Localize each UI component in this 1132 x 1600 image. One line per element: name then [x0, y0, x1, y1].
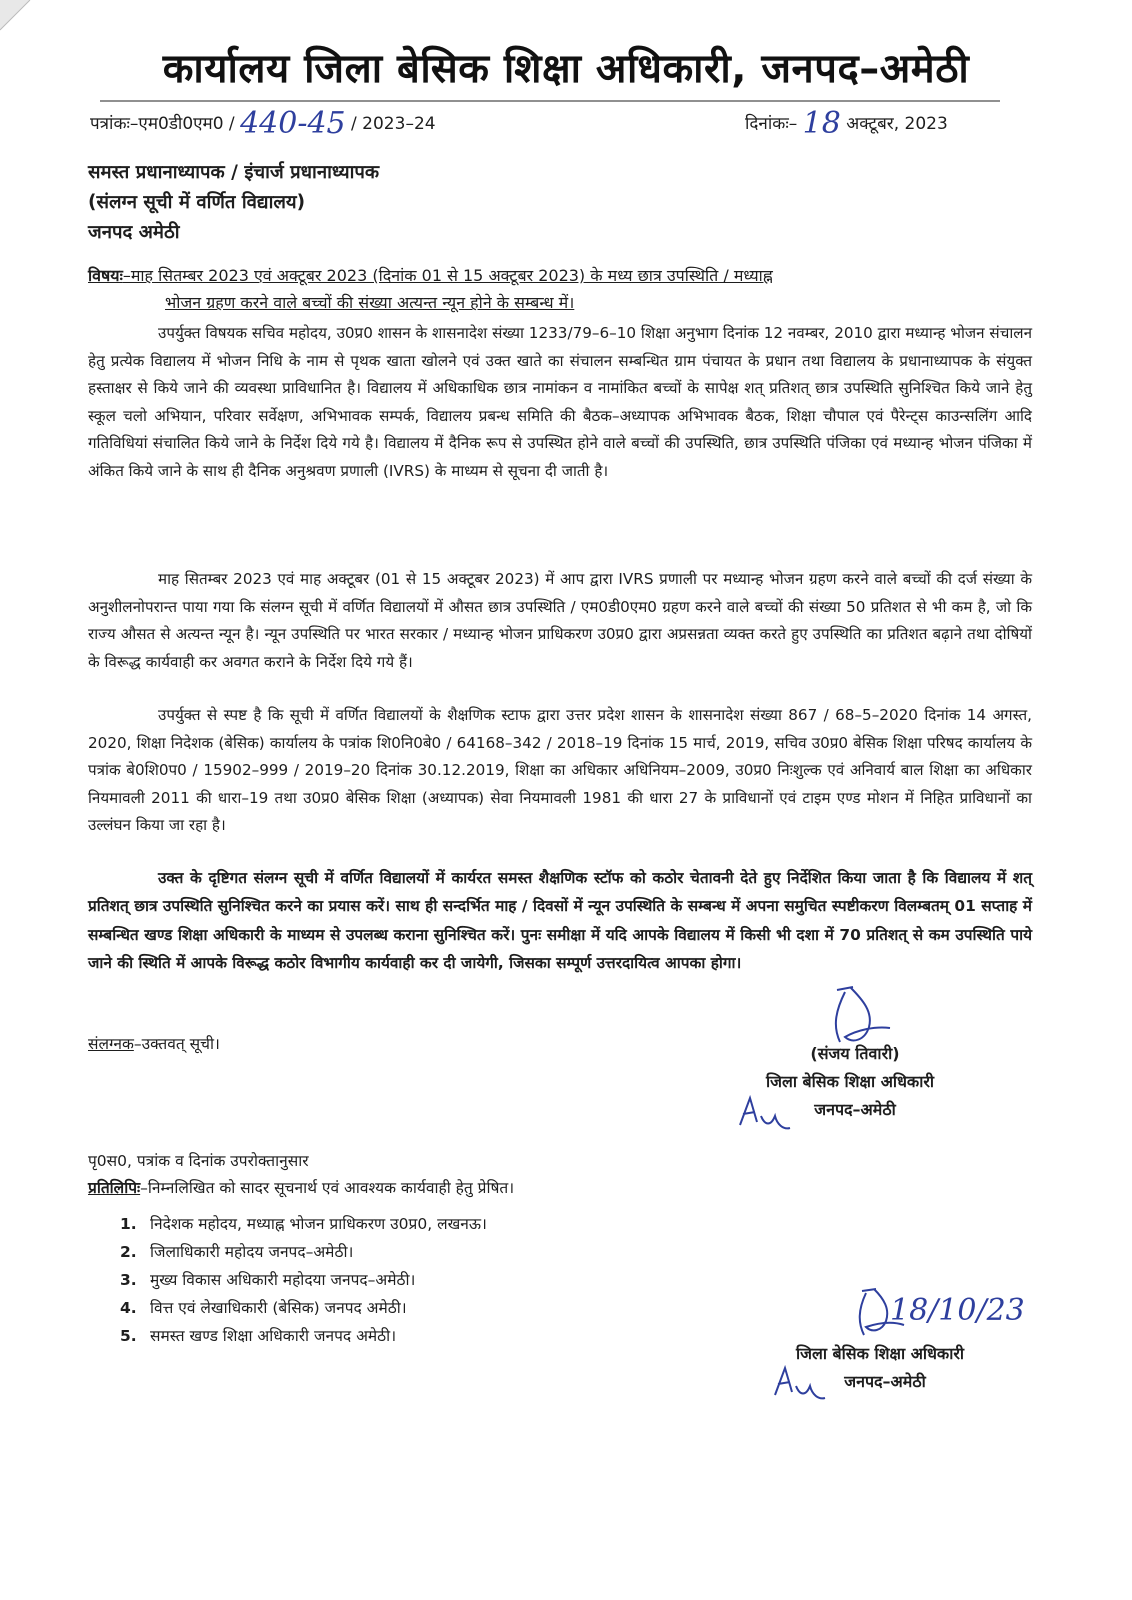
- subject: [88, 262, 1032, 316]
- letter-date-handwritten: 18: [802, 106, 841, 141]
- addressee-line: (संलग्न सूची में वर्णित विद्यालय): [88, 192, 306, 213]
- enclosure-label: संलग्नक: [88, 1035, 134, 1053]
- signatory-district: जनपद–अमेठी: [814, 1100, 896, 1119]
- body-paragraph-4: उक्त के दृष्टिगत संलग्न सूची में वर्णित विद्यालयों में कार्यरत समस्त शैक्षणिक स्टॉफ को कठोर चेतावनी देते हुए निर्देशित किया जाता है कि विद्यालय में शत् प्रतिशत् छात्र उपस्थिति सुनिश्चित करने का प्रयास करें। साथ ही सन्दर्भित माह / दिवसों में न्यून उपस्थिति के सम्बन्ध में अपना समुचित स्पष्टीकरण विलम्बतम् 01 सप्ताह में सम्बन्धित खण्ड शिक्षा अधिकारी के माध्यम से उपलब्ध कराना सुनिश्चित करें। पुनः समीक्षा में यदि आपके विद्यालय में किसी भी दशा में 70 प्रतिशत् से कम उपस्थिति पाये जाने की स्थिति में आपके विरूद्ध कठोर विभागीय कार्यवाही कर दी जायेगी, जिसका सम्पूर्ण उत्तरदायित्व आपका होगा।: [88, 869, 1032, 973]
- enclosure: [88, 1031, 220, 1057]
- subject-label: विषयः: [88, 266, 123, 285]
- list-item: 4. वित्त एवं लेखाधिकारी (बेसिक) जनपद अमेठी।: [120, 1299, 407, 1317]
- addressee-line: समस्त प्रधानाध्यापक / इंचार्ज प्रधानाध्यापक: [88, 162, 380, 183]
- letter-number-prefix: पत्रांकः–एम0डी0एम0 /: [90, 114, 235, 134]
- recipient-list: [120, 1210, 487, 1350]
- subject-line-2: भोजन ग्रहण करने वाले बच्चों की संख्या अत्यन्त न्यून होने के सम्बन्ध में।: [165, 293, 575, 312]
- title-underline: [100, 100, 1000, 104]
- scan-corner-mark: [0, 0, 40, 40]
- endorsement-line: पृ0स0, पत्रांक व दिनांक उपरोक्तानुसार: [88, 1152, 309, 1170]
- copy-to: [88, 1175, 514, 1202]
- list-item: 3. मुख्य विकास अधिकारी महोदया जनपद–अमेठी।: [120, 1271, 416, 1289]
- list-item: 5. समस्त खण्ड शिक्षा अधिकारी जनपद अमेठी।: [120, 1327, 397, 1345]
- letter-number-handwritten: 440-45: [240, 106, 346, 141]
- addressee-line: जनपद अमेठी: [88, 222, 180, 243]
- letter-date-prefix: दिनांकः–: [745, 114, 798, 134]
- body-paragraph-2: माह सितम्बर 2023 एवं माह अक्टूबर (01 से 15 अक्टूबर 2023) में आप द्वारा IVRS प्रणाली पर मध्यान्ह भोजन ग्रहण करने वाले बच्चों की दर्ज संख्या के अनुशीलनोपरान्त पाया गया कि संलग्न सूची में वर्णित विद्यालयों में औसत छात्र उपस्थिति / एम0डी0एम0 ग्रहण करने वाले बच्चों की संख्या 50 प्रतिशत से भी कम है, जो कि राज्य औसत से अत्यन्त न्यून है। न्यून उपस्थिति पर भारत सरकार / मध्यान्ह भोजन प्राधिकरण उ0प्र0 द्वारा अप्रसन्नता व्यक्त करते हुए उपस्थिति का प्रतिशत बढ़ाने तथा दोषियों के विरूद्ध कार्यवाही कर अवगत कराने के निर्देश दिये गये हैं।: [88, 570, 1032, 671]
- letter-date-suffix: अक्टूबर, 2023: [846, 114, 948, 134]
- enclosure-text: –उक्तवत् सूची।: [133, 1035, 220, 1053]
- copy-to-text: –निम्नलिखित को सादर सूचनार्थ एवं आवश्यक कार्यवाही हेतु प्रेषित।: [140, 1179, 515, 1197]
- signatory-district: जनपद–अमेठी: [844, 1372, 926, 1391]
- list-item: 2. जिलाधिकारी महोदय जनपद–अमेठी।: [120, 1243, 354, 1261]
- body-paragraph-3: उपर्युक्त से स्पष्ट है कि सूची में वर्णित विद्यालयों के शैक्षणिक स्टाफ द्वारा उत्तर प्रदेश शासन के शासनादेश संख्या 867 / 68–5–2020 दिनांक 14 अगस्त, 2020, शिक्षा निदेशक (बेसिक) कार्यालय के पत्रांक शि0नि0बे0 / 64168–342 / 2018–19 दिनांक 15 मार्च, 2019, सचिव उ0प्र0 बेसिक शिक्षा परिषद कार्यालय के पत्रांक बे0शि0प0 / 15902–999 / 2019–20 दिनांक 30.12.2019, शिक्षा का अधिकार अधिनियम–2009, उ0प्र0 निःशुल्क एवं अनिवार्य बाल शिक्षा का अधिकार नियमावली 2011 की धारा–19 तथा उ0प्र0 बेसिक शिक्षा (अध्यापक) सेवा नियमावली 1981 की धारा 27 के प्राविधानों एवं टाइम एण्ड मोशन में निहित प्राविधानों का उल्लंघन किया जा रहा है।: [88, 706, 1032, 835]
- list-item: 1. निदेशक महोदय, मध्याह्न भोजन प्राधिकरण उ0प्र0, लखनऊ।: [120, 1215, 487, 1233]
- handwritten-date: 18/10/23: [890, 1293, 1025, 1328]
- signatory-designation: जिला बेसिक शिक्षा अधिकारी: [765, 1072, 935, 1091]
- letter-number-suffix: / 2023–24: [351, 114, 436, 134]
- signatory-designation: जिला बेसिक शिक्षा अधिकारी: [795, 1344, 965, 1363]
- subject-line-1: –माह सितम्बर 2023 एवं अक्टूबर 2023 (दिनांक 01 से 15 अक्टूबर 2023) के मध्य छात्र उपस्थिति / मध्याह्न: [122, 266, 773, 285]
- signatory-name: (संजय तिवारी): [810, 1044, 900, 1063]
- letter-number: [90, 106, 436, 141]
- copy-to-label: प्रतिलिपिः: [88, 1179, 141, 1197]
- body-paragraph-1: उपर्युक्त विषयक सचिव महोदय, उ0प्र0 शासन के शासनादेश संख्या 1233/79–6–10 शिक्षा अनुभाग दिनांक 12 नवम्बर, 2010 द्वारा मध्यान्ह भोजन संचालन हेतु प्रत्येक विद्यालय में भोजन निधि के नाम से पृथक खाता खोलने एवं उक्त खाते का संचालन सम्बन्धित ग्राम पंचायत के प्रधान तथा विद्यालय के प्रधानाध्यापक के संयुक्त हस्ताक्षर से किये जाने की व्यवस्था प्राविधानित है। विद्यालय में अधिकाधिक छात्र नामांकन व नामांकित बच्चों के सापेक्ष शत् प्रतिशत् छात्र उपस्थिति सुनिश्चित किये जाने हेतु स्कूल चलो अभियान, परिवार सर्वेक्षण, अभिभावक सम्पर्क, विद्यालय प्रबन्ध समिति की बैठक–अध्यापक अभिभावक बैठक, शिक्षा चौपाल एवं पैरेन्ट्स काउन्सलिंग आदि गतिविधियां संचालित किये जाने के निर्देश दिये गये है। विद्यालय में दैनिक रूप से उपस्थित होने वाले बच्चों की उपस्थिति, छात्र उपस्थिति पंजिका एवं मध्यान्ह भोजन पंजिका में अंकित किये जाने के साथ ही दैनिक अनुश्रवण प्रणाली (IVRS) के माध्यम से सूचना दी जाती है।: [88, 324, 1032, 480]
- letter-date: [745, 106, 948, 141]
- office-title: कार्यालय जिला बेसिक शिक्षा अधिकारी, जनपद–अमेठी: [162, 46, 970, 92]
